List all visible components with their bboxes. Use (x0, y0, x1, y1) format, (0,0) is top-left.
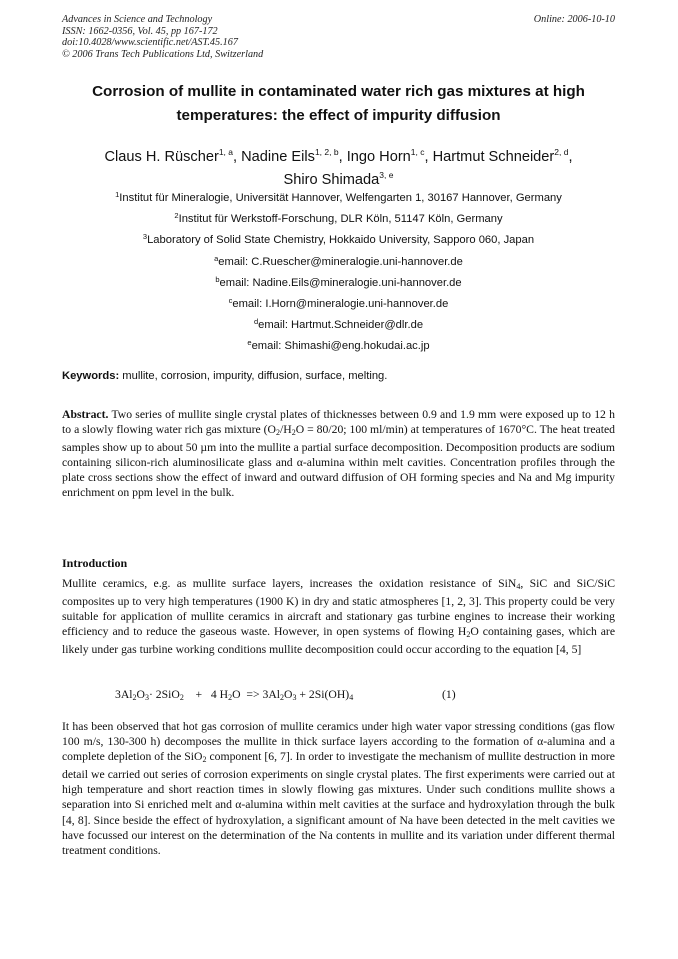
subscript: 2 (466, 630, 471, 640)
affil-text: email: Hartmut.Schneider@dlr.de (258, 319, 424, 332)
eq-part: · 2SiO (148, 688, 180, 701)
affiliation-1 (62, 184, 615, 205)
eq-part: O (284, 688, 293, 701)
affiliation-2 (62, 205, 615, 226)
paragraph-text: O containing gases, which are likely under gas turbine working conditions mullite decomposition could occur according to the equation [4, 5] (62, 625, 616, 657)
subscript: 2 (280, 693, 285, 702)
abstract-text: Two series of mullite single crystal plates of thicknesses between 0.9 and 1.9 mm were exposed up to 12 h to a slowly flowing water rich gas mixture (O (62, 408, 615, 437)
introduction-paragraph-1 (62, 576, 615, 657)
eq-part: 3Al (115, 688, 133, 701)
author-sup: 2, d (554, 147, 569, 157)
subscript: 2 (132, 693, 137, 702)
abstract-text: /H (280, 423, 292, 437)
paper-title (62, 80, 615, 128)
paragraph-text: , SiC and SiC/SiC composites up to very high temperatures (1900 K) in dry and static atmospheres [1, 2, 3]. This property could be very suitable for application of mullite ceramics in aircraft and stationary gas turbine engines to increase their working efficiency and to reduce the gaseous waste. However, in open systems of flowing H (62, 577, 615, 639)
affil-text: Laboratory of Solid State Chemistry, Hokkaido University, Sapporo 060, Japan (147, 234, 535, 247)
author-name: Claus H. Rüscher (104, 149, 219, 165)
affiliation-3 (62, 226, 615, 247)
equation-1 (115, 688, 456, 702)
author-list (62, 143, 615, 189)
email-c (62, 290, 615, 311)
affil-sup: 1 (115, 190, 120, 199)
author-sep: , (338, 149, 347, 165)
issn-line: ISSN: 1662-0356, Vol. 45, pp 167-172 (62, 25, 218, 37)
subscript: 2 (228, 693, 233, 702)
affil-sup: c (228, 295, 233, 305)
subscript: 2 (276, 428, 280, 438)
eq-part: O (136, 688, 145, 701)
equation-number: (1) (442, 688, 456, 701)
affil-sup: 3 (142, 232, 148, 242)
eq-part: + 2Si(OH) (296, 688, 350, 701)
copyright-line: © 2006 Trans Tech Publications Ltd, Switzerland (62, 48, 264, 60)
keywords-text: mullite, corrosion, impurity, diffusion, surface, melting. (119, 370, 388, 382)
introduction-heading: Introduction (62, 556, 128, 570)
abstract-label: Abstract. (62, 408, 109, 421)
introduction-paragraph-2 (62, 719, 615, 858)
subscript: 3 (144, 693, 149, 702)
affil-text: Institut für Werkstoff-Forschung, DLR Köln, 51147 Köln, Germany (178, 213, 503, 226)
affil-sup: d (253, 317, 259, 327)
author-sep: , (568, 149, 573, 165)
title-line-2: temperatures: the effect of impurity diffusion (176, 107, 501, 124)
abstract-text: O = 80/20; 100 ml/min) at temperatures of 1670°C. The heat treated samples show up to about 50 µm into the mullite a partial surface decomposition. Decomposition products are sodium containing silicon-rich aluminosilicate glass and α-alumina within melt cavities. Concentration profiles through the plate cross sections show the effect of inward and outward diffusion of OH forming species and Na and Mg impurity enrichment on ppm level in the bulk. (62, 423, 615, 500)
subscript: 4 (349, 693, 354, 702)
affiliation-list (62, 184, 615, 354)
subscript: 4 (516, 582, 521, 591)
subscript: 2 (291, 428, 296, 438)
author-name: Nadine Eils (241, 149, 315, 165)
affil-sup: b (215, 274, 220, 284)
paragraph-text: Mullite ceramics, e.g. as mullite surface layers, increases the oxidation resistance of SiN (62, 577, 517, 590)
journal-name: Advances in Science and Technology (62, 14, 213, 25)
affil-text: email: Nadine.Eils@mineralogie.uni-hannover.de (219, 276, 462, 289)
author-sup: 3, e (379, 170, 394, 180)
title-line-1: Corrosion of mullite in contaminated water rich gas mixtures at high (92, 83, 585, 100)
page-header (62, 14, 615, 60)
affil-text: email: C.Ruescher@mineralogie.uni-hannover.de (218, 255, 463, 268)
affil-sup: e (247, 338, 252, 348)
eq-part: O => 3Al (232, 688, 281, 701)
doi-line: doi:10.4028/www.scientific.net/AST.45.167 (62, 37, 238, 49)
author-sup: 1, a (218, 147, 234, 157)
abstract (62, 407, 615, 501)
paragraph-text: It has been observed that hot gas corrosion of mullite ceramics under high water vapor stressing conditions (gas flow 100 m/s, 130-300 h) decomposes the mullite in thick surface layers according to the formation of α-alumina and a complete depletion of the SiO (62, 720, 615, 764)
author-sup: 1, 2, b (314, 147, 339, 157)
keywords (62, 370, 615, 382)
author-sup: 1, c (410, 147, 425, 157)
author-sep: , (424, 149, 433, 165)
subscript: 2 (202, 755, 207, 765)
author-name: Shiro Shimada (283, 172, 380, 188)
author-sep: , (233, 149, 242, 165)
affil-text: email: I.Horn@mineralogie.uni-hannover.de (232, 297, 449, 310)
email-e (62, 332, 615, 353)
online-date: Online: 2006-10-10 (533, 14, 615, 25)
affil-sup: 2 (174, 211, 179, 221)
affil-sup: a (214, 253, 219, 263)
author-name: Ingo Horn (346, 149, 411, 165)
keywords-label: Keywords: (62, 370, 120, 382)
author-name: Hartmut Schneider (432, 149, 555, 165)
paragraph-text: component [6, 7]. In order to investigate the mechanism of mullite destruction in more detail we carried out series of corrosion experiments on single crystal plates. The first experiments were carried out at high temperature and short reaction times in slowly flowing gas mixtures. Under such conditions mullite shows a separation into Si enriched melt and α-alumina within melt cavities at the surface and hydroxylation through the bulk [4, 8]. Since beside the effect of hydroxylation, a significant amount of Na have been detected in the melt cavities we have focussed our interest on the determination of the Na contents in mullite and its variation under different thermal treatment conditions. (62, 750, 615, 857)
authors-line-1 (62, 143, 615, 166)
email-b (62, 269, 615, 290)
affil-text: email: Shimashi@eng.hokudai.ac.jp (251, 340, 430, 353)
subscript: 3 (292, 693, 297, 702)
eq-part: + 4 H (183, 688, 229, 701)
subscript: 2 (179, 693, 184, 702)
email-d (62, 311, 615, 332)
email-a (62, 248, 615, 269)
affil-text: Institut für Mineralogie, Universität Hannover, Welfengarten 1, 30167 Hannover, Germany (119, 192, 562, 204)
